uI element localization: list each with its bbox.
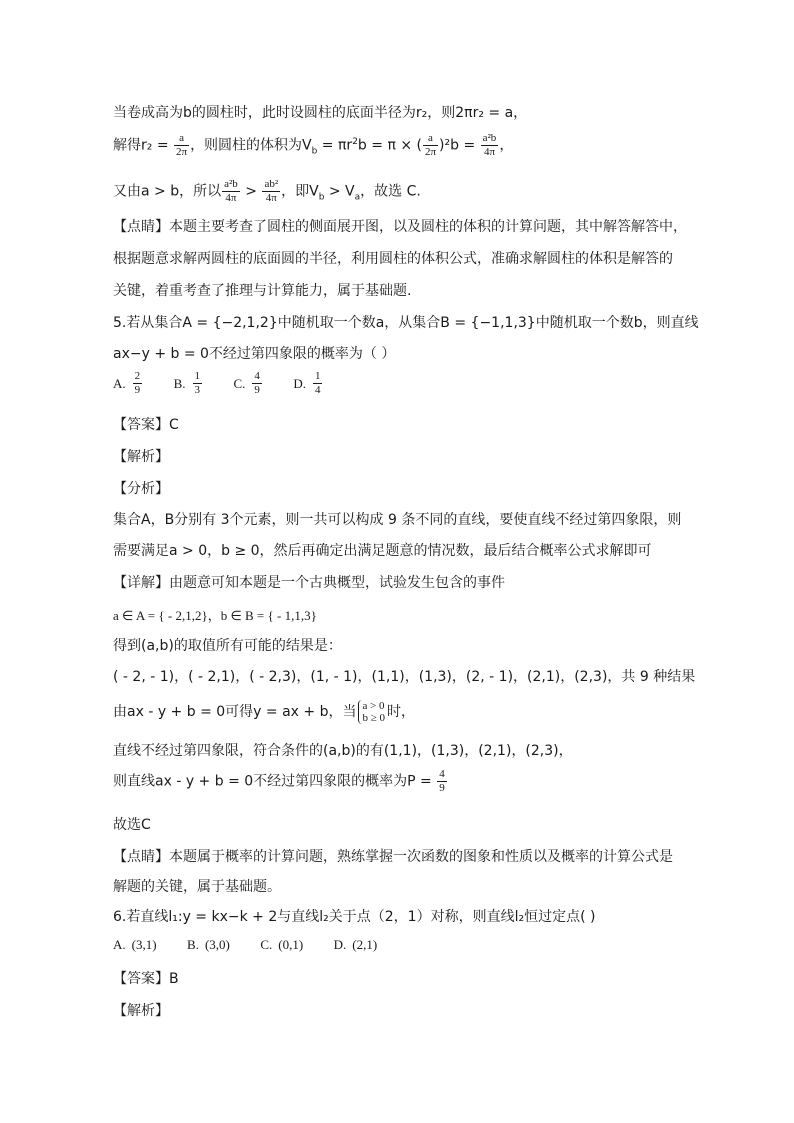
numerator: 1	[314, 370, 321, 382]
condition-system	[358, 700, 385, 724]
text-line: 【详解】由题意可知本题是一个古典概型，试验发生包含的事件	[113, 575, 505, 591]
numerator: 4	[254, 370, 260, 382]
option-label: B.	[187, 937, 199, 952]
denominator: 2π	[424, 146, 437, 158]
option-c	[233, 370, 262, 397]
text-line: 故选C	[113, 817, 151, 833]
numerator: 4	[439, 768, 445, 780]
option-c	[260, 937, 303, 953]
question-5-stem: 5.若从集合A = {−2,1,2}中随机取一个数a，从集合B = {−1,1,3}中随机取一个数b，则直线	[113, 315, 699, 331]
condition-bottom: b ≥ 0	[362, 712, 386, 724]
option-value: (3,0)	[204, 937, 230, 952]
fraction	[423, 132, 438, 159]
option-label: D.	[293, 375, 306, 391]
denominator: 9	[254, 384, 260, 396]
formula-line-compare	[113, 178, 421, 205]
formula-line-radius-volume	[113, 132, 513, 159]
denominator: 9	[134, 384, 141, 396]
denominator: 3	[194, 384, 201, 396]
option-a	[113, 937, 157, 953]
text-line: ( - 2, - 1)，( - 2,1)，( - 2,3)，(1, - 1)，(1,1)，(1,3)，(2, - 1)，(2,1)，(2,3)，共 9 种结果	[113, 669, 696, 685]
fraction	[262, 178, 280, 205]
denominator: 9	[439, 782, 445, 794]
option-d	[293, 370, 323, 397]
denominator: 4π	[265, 192, 277, 204]
text-line: 需要满足a > 0，b ≥ 0，然后再确定出满足题意的情况数，最后结合概率公式求解即可	[113, 543, 652, 559]
subscript: b	[318, 192, 325, 203]
condition-top: a > 0	[362, 700, 385, 712]
text-fragment: > V	[324, 183, 355, 200]
numerator: a²b	[482, 132, 497, 144]
text-fragment: 则直线ax - y + b = 0不经过第四象限的概率为P =	[113, 773, 437, 790]
subscript: b	[311, 146, 318, 157]
text-fragment: = πr	[317, 137, 353, 154]
option-value: (2,1)	[352, 937, 378, 952]
option-label: B.	[173, 375, 186, 391]
text-line: 关键，着重考查了推理与计算能力，属于基础题.	[113, 283, 412, 299]
question-6-options	[113, 937, 403, 953]
option-d	[334, 937, 378, 953]
text-line: 直线不经过第四象限，符合条件的(a,b)的有(1,1)，(1,3)，(2,1)，(2,3)，	[113, 743, 573, 759]
subscript: a	[354, 192, 361, 203]
text-fragment: 解得r₂ =	[113, 137, 173, 154]
option-b	[187, 937, 230, 953]
text-fragment: ，	[499, 137, 514, 154]
text-fragment: 又由a > b，所以	[113, 183, 222, 200]
numerator: a	[423, 132, 438, 146]
text-fragment: 时，	[387, 704, 416, 720]
denominator: 4π	[483, 146, 495, 158]
fraction	[437, 768, 447, 795]
formula-line-condition	[113, 700, 415, 724]
text-line: 【点睛】本题属于概率的计算问题，熟练掌握一次函数的图象和性质以及概率的计算公式是	[113, 849, 673, 865]
numerator: a²b	[224, 178, 238, 190]
fraction	[133, 370, 143, 397]
text-fragment: b = π × (	[357, 137, 422, 154]
text-fragment: >	[240, 183, 262, 200]
text-line: 集合A，B分别有 3个元素，则一共可以构成 9 条不同的直线，要使直线不经过第四象限，则	[113, 512, 682, 528]
text-fragment: ，即V	[281, 183, 319, 200]
option-label: D.	[333, 937, 347, 952]
text-line: 解题的关键，属于基础题。	[113, 879, 281, 895]
question-6-stem: 6.若直线l₁:y = kx−k + 2与直线l₂关于点（2，1）对称，则直线l₂恒过定点( )	[113, 909, 596, 925]
answer-label: 【答案】C	[113, 417, 179, 433]
text-line: 得到(a,b)的取值所有可能的结果是：	[113, 638, 342, 654]
answer-label: 【答案】B	[113, 971, 179, 987]
formula-line-probability	[113, 768, 448, 795]
option-label: A.	[113, 375, 126, 391]
option-label: C.	[260, 937, 273, 952]
text-line: 当卷成高为b的圆柱时，此时设圆柱的底面半径为r₂，则2πr₂ = a，	[113, 105, 528, 121]
option-a	[113, 370, 143, 397]
numerator: 2	[134, 370, 141, 382]
text-fragment: )²b =	[439, 137, 480, 154]
denominator: 4π	[225, 192, 237, 204]
text-line: 根据题意求解两圆柱的底面圆的半径，利用圆柱的体积公式，准确求解圆柱的体积是解答的	[113, 251, 673, 267]
analysis-subheading: 【分析】	[113, 481, 169, 497]
numerator: 1	[194, 370, 201, 382]
analysis-heading: 【解析】	[113, 1003, 169, 1019]
formula-line: a ∈ A = { - 2,1,2}，b ∈ B = { - 1,1,3}	[113, 608, 317, 623]
option-b	[174, 370, 203, 397]
option-label: C.	[233, 375, 246, 391]
fraction	[222, 178, 240, 205]
text-fragment: ，故选 C.	[360, 183, 421, 200]
fraction	[174, 132, 189, 159]
fraction	[252, 370, 262, 397]
fraction	[193, 370, 203, 397]
denominator: 4	[314, 384, 321, 396]
numerator: ab²	[264, 178, 279, 190]
fraction	[313, 370, 323, 397]
option-value: (3,1)	[131, 937, 157, 952]
text-fragment: 由ax - y + b = 0可得y = ax + b，当	[113, 704, 357, 720]
question-5-stem: ax−y + b = 0不经过第四象限的概率为（ ）	[113, 346, 396, 362]
text-fragment: ，则圆柱的体积为V	[190, 137, 312, 154]
question-5-options	[113, 370, 349, 397]
option-value: (0,1)	[278, 937, 304, 952]
option-label: A.	[113, 937, 126, 952]
numerator: a	[174, 132, 189, 146]
fraction	[481, 132, 499, 159]
superscript: 2	[352, 136, 358, 147]
text-line: 【点睛】本题主要考查了圆柱的侧面展开图，以及圆柱的体积的计算问题，其中解答解答中，	[113, 219, 687, 235]
analysis-heading: 【解析】	[113, 449, 169, 465]
denominator: 2π	[176, 146, 188, 158]
